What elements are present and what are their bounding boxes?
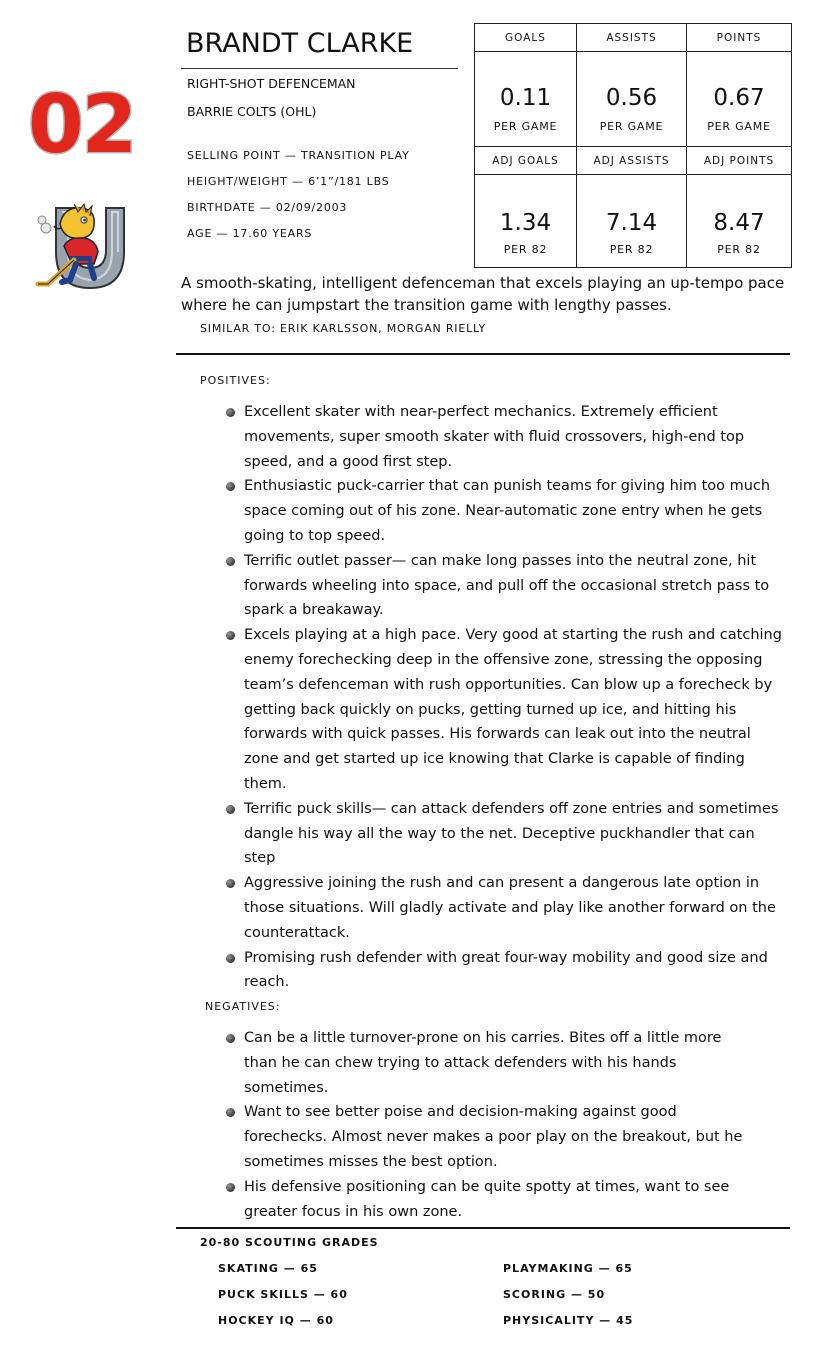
list-item: Excellent skater with near-perfect mechanics. Extremely efficient movements, super smooth skater with fluid crossovers, high-end top speed, and a good first step. [226,400,788,474]
list-item: Aggressive joining the rush and can present a dangerous late option in those situations. Will gladly activate and play like another forward on the counterattack. [226,871,788,945]
bullet-icon [226,1034,235,1043]
bullet-icon [226,879,235,888]
grade-scoring: SCORING — 50 [503,1288,606,1301]
list-item: His defensive positioning can be quite spotty at times, want to see greater focus in his own zone. [226,1175,746,1225]
list-item: Terrific outlet passer— can make long passes into the neutral zone, hit forwards wheeling into space, and pull off the occasional stretch pass to spark a breakaway. [226,549,788,623]
name-divider [181,68,458,69]
section-divider [176,353,790,355]
stat-header-points: POINTS [687,24,792,52]
stat-value-points: 0.67 [687,52,792,115]
bullet-icon [226,631,235,640]
grades-title: 20-80 SCOUTING GRADES [200,1236,379,1249]
team-logo-icon [34,198,138,294]
player-team: BARRIE COLTS (OHL) [187,104,317,119]
grade-skating: SKATING — 65 [218,1262,318,1275]
bullet-icon [226,482,235,491]
stats-table [474,23,792,268]
grade-playmaking: PLAYMAKING — 65 [503,1262,633,1275]
bullet-icon [226,557,235,566]
age: AGE — 17.60 YEARS [187,227,313,240]
bullet-icon [226,408,235,417]
player-name: BRANDT CLARKE [186,28,414,59]
stat-unit: PER GAME [687,114,792,147]
stat-header-adj-points: ADJ POINTS [687,147,792,175]
stat-unit: PER 82 [577,241,687,268]
stat-unit: PER GAME [577,114,687,147]
grade-physicality: PHYSICALITY — 45 [503,1314,634,1327]
stat-unit: PER 82 [687,241,792,268]
list-item: Excels playing at a high pace. Very good at starting the rush and catching enemy forechecking deep in the offensive zone, stressing the opposing team’s defenceman with rush opportunities. Can blow up a forecheck by getting back quickly on pucks, getting turned up ice, and hitting his forwards with quick passes. His forwards can leak out into the neutral zone and get started up ice knowing that Clarke is capable of finding them. [226,623,788,797]
grade-puck-skills: PUCK SKILLS — 60 [218,1288,348,1301]
negatives-title: NEGATIVES: [205,1000,281,1013]
prospect-rank: 02 [28,78,136,171]
list-item: Want to see better poise and decision-making against good forechecks. Almost never makes a poor play on the breakout, but he sometimes misses the best option. [226,1100,746,1174]
birthdate: BIRTHDATE — 02/09/2003 [187,201,348,214]
stat-unit: PER 82 [475,241,577,268]
list-item: Enthusiastic puck-carrier that can punish teams for giving him too much space coming out of his zone. Near-automatic zone entry when he gets going to top speed. [226,474,788,548]
stat-unit: PER GAME [475,114,577,147]
player-position: RIGHT-SHOT DEFENCEMAN [187,76,356,91]
list-item: Terrific puck skills— can attack defenders off zone entries and sometimes dangle his way all the way to the net. Deceptive puckhandler that can step [226,797,788,871]
bullet-icon [226,1183,235,1192]
stat-header-assists: ASSISTS [577,24,687,52]
section-divider [176,1227,790,1229]
negatives-list [226,1026,746,1224]
height-weight: HEIGHT/WEIGHT — 6’1”/181 LBS [187,175,390,188]
selling-point: SELLING POINT — TRANSITION PLAY [187,149,410,162]
bullet-icon [226,1108,235,1117]
positives-list [226,400,788,995]
grade-hockey-iq: HOCKEY IQ — 60 [218,1314,334,1327]
stat-value-adj-points: 8.47 [687,175,792,242]
stat-header-adj-goals: ADJ GOALS [475,147,577,175]
stat-header-adj-assists: ADJ ASSISTS [577,147,687,175]
stat-value-goals: 0.11 [475,52,577,115]
player-summary: A smooth-skating, intelligent defenceman that excels playing an up-tempo pace where he can jumpstart the transition game with lengthy passes. [181,274,785,314]
stat-value-assists: 0.56 [577,52,687,115]
positives-title: POSITIVES: [200,374,271,387]
list-item: Can be a little turnover-prone on his carries. Bites off a little more than he can chew trying to attack defenders with his hands sometimes. [226,1026,746,1100]
list-item: Promising rush defender with great four-way mobility and good size and reach. [226,946,788,996]
bullet-icon [226,805,235,814]
similar-players: SIMILAR TO: ERIK KARLSSON, MORGAN RIELLY [200,322,487,335]
bullet-icon [226,954,235,963]
stat-header-goals: GOALS [475,24,577,52]
stat-value-adj-assists: 7.14 [577,175,687,242]
stat-value-adj-goals: 1.34 [475,175,577,242]
